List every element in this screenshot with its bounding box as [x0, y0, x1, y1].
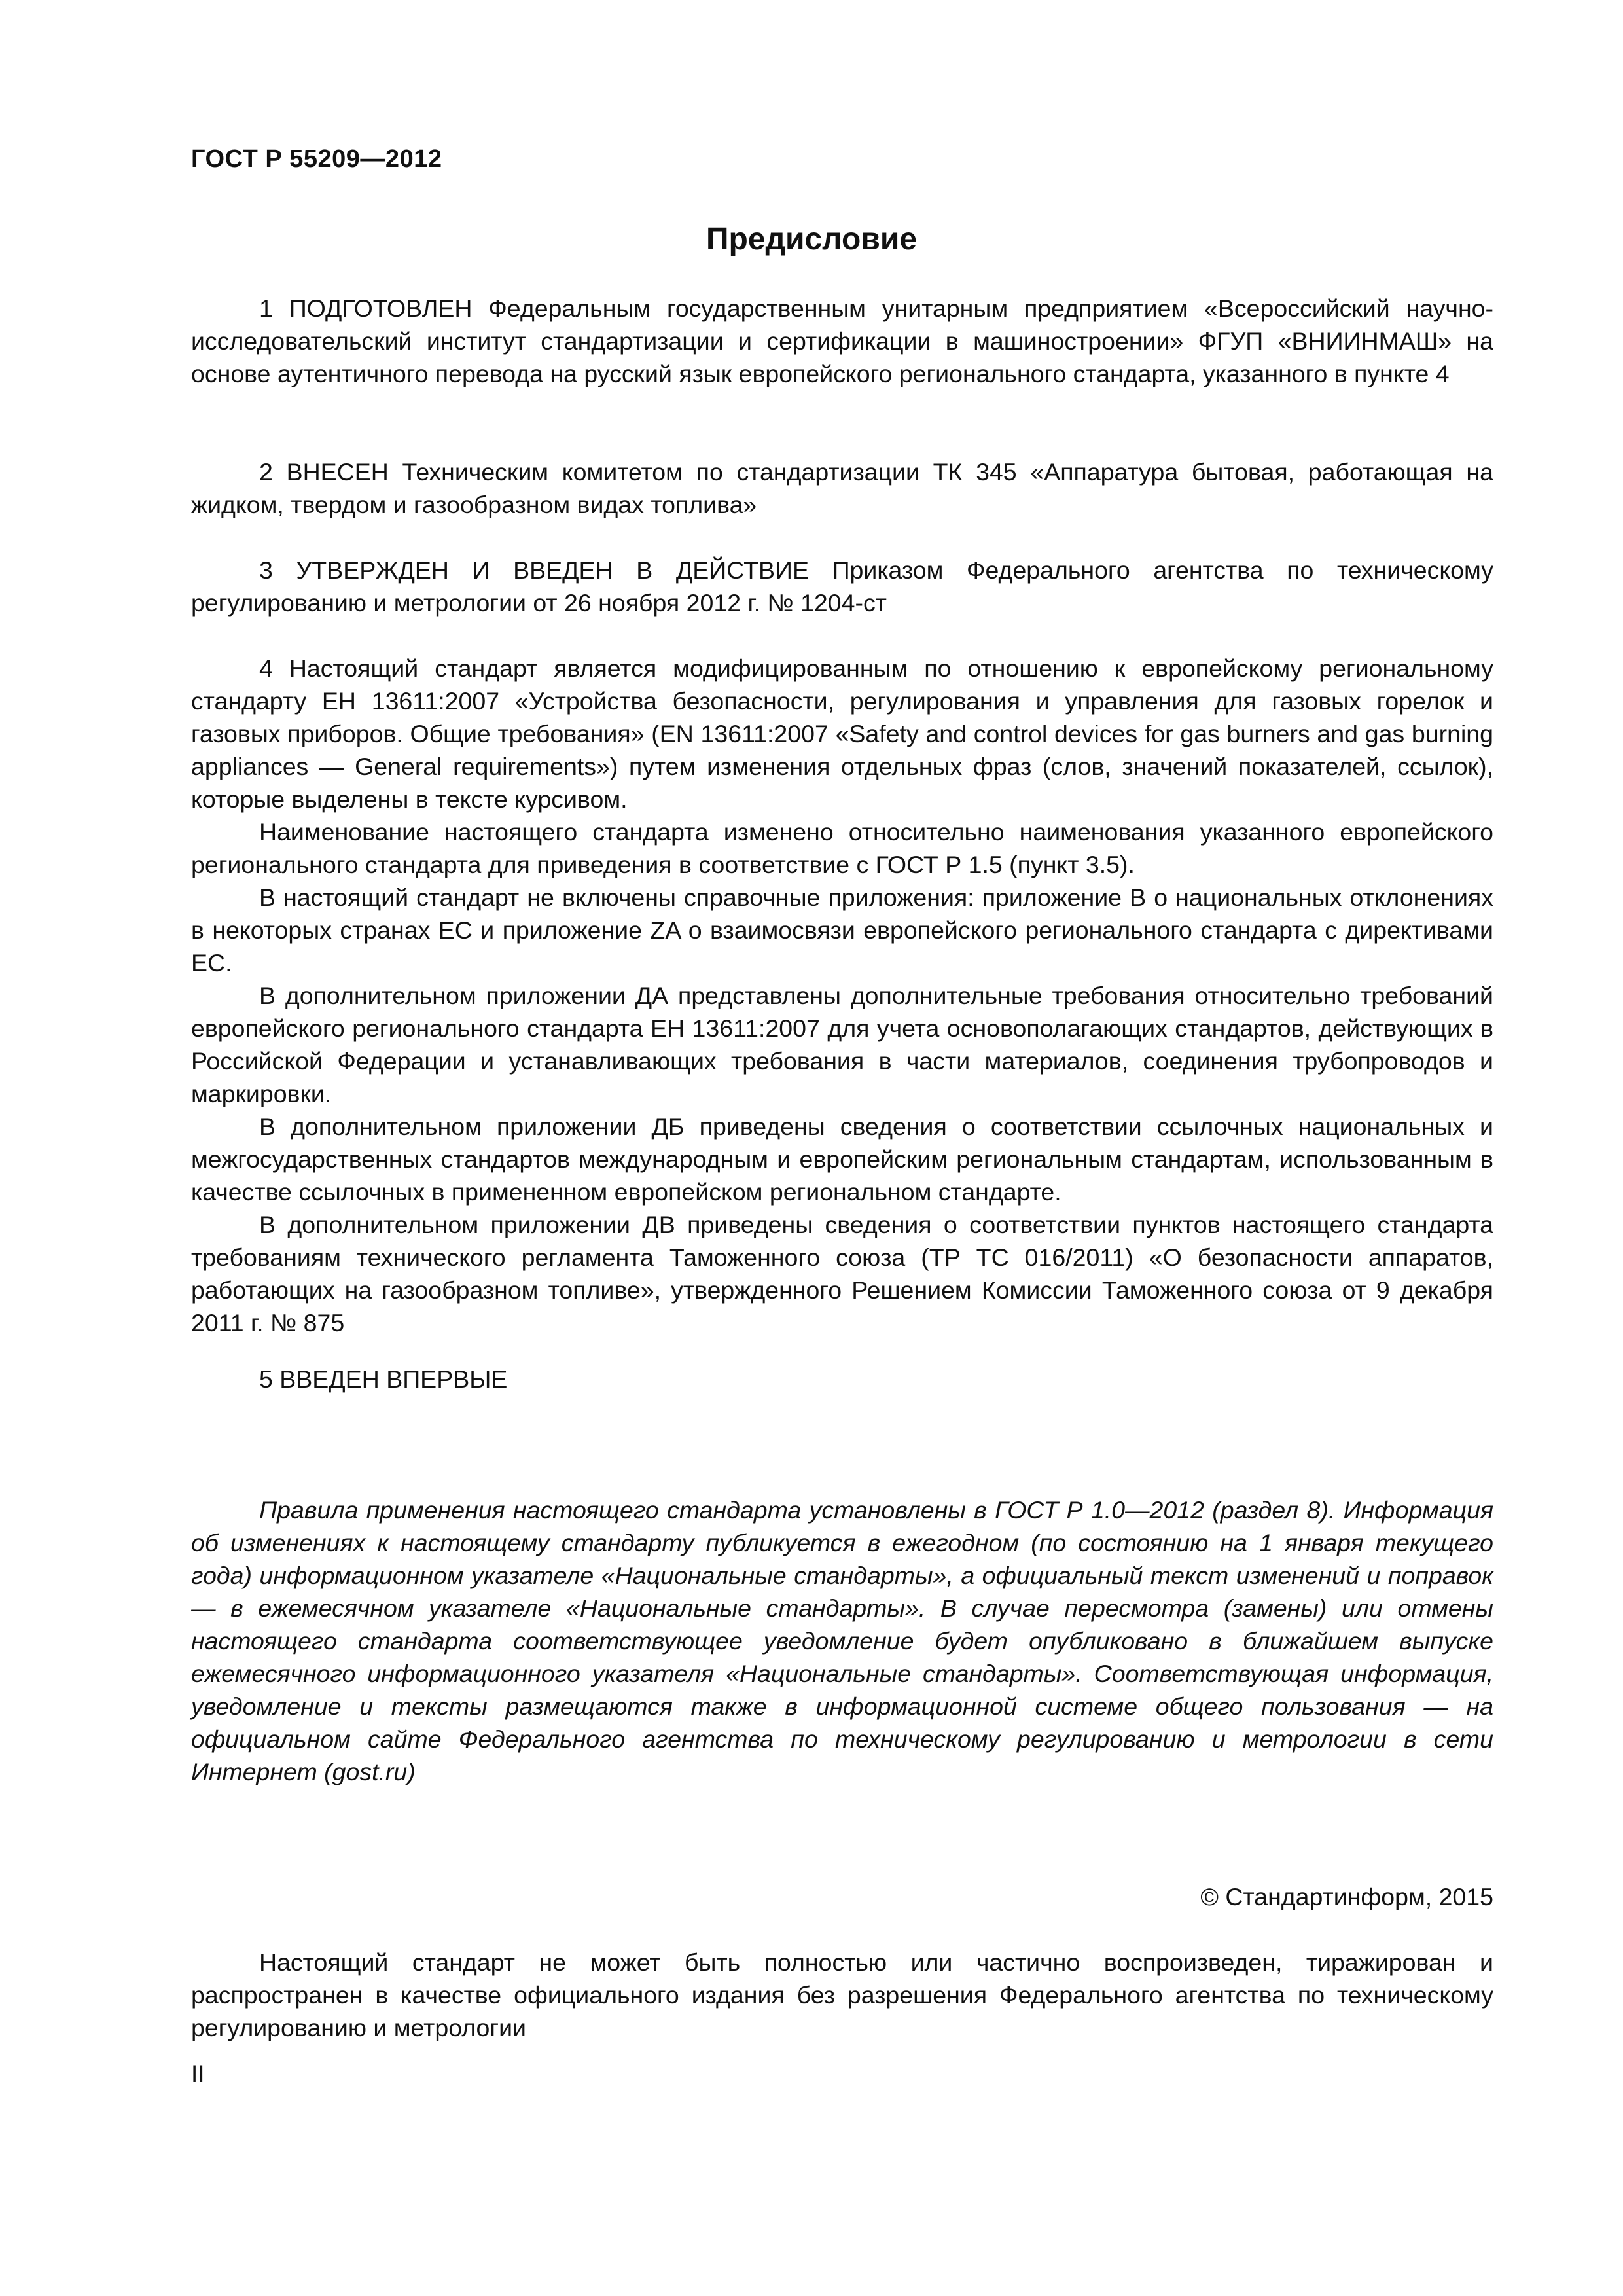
section-5-text: 5 ВВЕДЕН ВПЕРВЫЕ	[259, 1365, 508, 1393]
reproduction-notice	[191, 1946, 1493, 2044]
section-4-paragraph: В настоящий стандарт не включены справочные приложения: приложение В о национальных отклонениях в некоторых странах ЕС и приложение ZA о взаимосвязи европейского регионального стандарта с директивами ЕС.	[191, 884, 1493, 977]
section-1	[191, 292, 1493, 390]
document-id: ГОСТ Р 55209—2012	[191, 145, 442, 173]
section-4-paragraph: 4 Настоящий стандарт является модифицированным по отношению к европейскому региональному стандарту ЕН 13611:2007 «Устройства безопасности, регулирования и управления для газовых горелок и газовых приборов. Общие требования» (EN 13611:2007 «Safety and control devices for gas burners and gas burning appliances — General requirements») путем изменения отдельных фраз (слов, значений показателей, ссылок), которые выделены в тексте курсивом.	[191, 655, 1493, 813]
reproduction-notice-text: Настоящий стандарт не может быть полностью или частично воспроизведен, тиражирован и распространен в качестве официального издания без разрешения Федерального агентства по техническому регулированию и метрологии	[191, 1948, 1493, 2041]
section-1-text: 1 ПОДГОТОВЛЕН Федеральным государственным унитарным предприятием «Всероссийский научно-исследовательский институт стандартизации и сертификации в машиностроении» ФГУП «ВНИИНМАШ» на основе аутентичного перевода на русский язык европейского регионального стандарта, указанного в пункте 4	[191, 295, 1493, 387]
section-2	[191, 456, 1493, 521]
section-4-paragraph: В дополнительном приложении ДБ приведены сведения о соответствии ссылочных национальных и межгосударственных стандартов международным и европейским региональным стандартам, использованным в качестве ссылочных в примененном европейском региональном стандарте.	[191, 1113, 1493, 1206]
section-2-text: 2 ВНЕСЕН Техническим комитетом по стандартизации ТК 345 «Аппаратура бытовая, работающая на жидком, твердом и газообразном видах топлива»	[191, 458, 1493, 518]
application-rules-note	[191, 1494, 1493, 1788]
page-number: II	[191, 2060, 205, 2087]
section-4-paragraph: Наименование настоящего стандарта изменено относительно наименования указанного европейского регионального стандарта для приведения в соответствие с ГОСТ Р 1.5 (пункт 3.5).	[191, 818, 1493, 878]
section-4-paragraph: В дополнительном приложении ДВ приведены сведения о соответствии пунктов настоящего стандарта требованиям технического регламента Таможенного союза (ТР ТС 016/2011) «О безопасности аппаратов, работающих на газообразном топливе», утвержденного Решением Комиссии Таможенного союза от 9 декабря 2011 г. № 875	[191, 1211, 1493, 1336]
section-4	[191, 652, 1493, 1339]
application-rules-text: Правила применения настоящего стандарта установлены в ГОСТ Р 1.0—2012 (раздел 8). Информация об изменениях к настоящему стандарту публикуется в ежегодном (по состоянию на 1 января текущего года) информационном указателе «Национальные стандарты», а официальный текст изменений и поправок — в ежемесячном указателе «Национальные стандарты». В случае пересмотра (замены) или отмены настоящего стандарта соответствующее уведомление будет опубликовано в ближайшем выпуске ежемесячного информационного указателя «Национальные стандарты». Соответствующая информация, уведомление и тексты размещаются также в информационной системе общего пользования — на официальном сайте Федерального агентства по техническому регулированию и метрологии в сети Интернет (gost.ru)	[191, 1496, 1493, 1785]
copyright-notice: © Стандартинформ, 2015	[1200, 1883, 1493, 1910]
section-5	[191, 1363, 1493, 1395]
section-4-paragraph: В дополнительном приложении ДА представлены дополнительные требования относительно требований европейского регионального стандарта ЕН 13611:2007 для учета основополагающих стандартов, действующих в Российской Федерации и устанавливающих требования в части материалов, соединения трубопроводов и маркировки.	[191, 982, 1493, 1107]
section-3-text: 3 УТВЕРЖДЕН И ВВЕДЕН В ДЕЙСТВИЕ Приказом Федерального агентства по техническому регулированию и метрологии от 26 ноября 2012 г. № 1204-ст	[191, 556, 1493, 617]
page-title: Предисловие	[705, 222, 918, 257]
section-3	[191, 554, 1493, 619]
